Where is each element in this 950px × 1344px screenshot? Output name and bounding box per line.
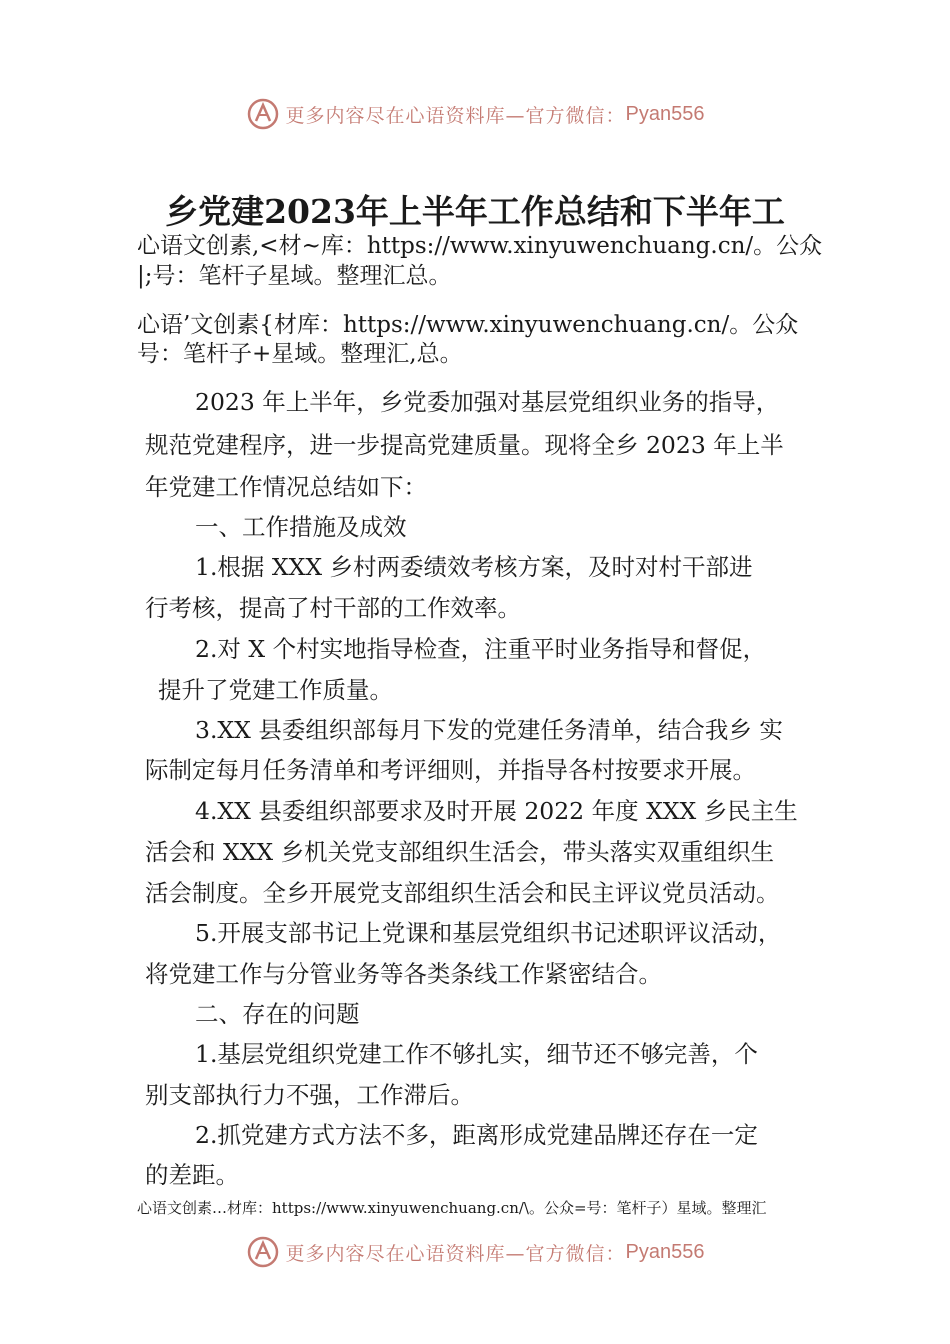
paragraph-line: 年党建工作情况总结如下： bbox=[145, 473, 427, 501]
paragraph-line: 3.XX 县委组织部每月下发的党建任务清单，结合我乡 实 bbox=[195, 716, 783, 744]
logo-icon bbox=[246, 97, 280, 131]
watermark-line: 心语’文创素{材库：https://www.xinyuwenchuang.cn/。公众 bbox=[137, 312, 799, 338]
banner-wechat-id: Pyan556 bbox=[625, 1240, 705, 1263]
paragraph-line: 活会制度。全乡开展党支部组织生活会和民主评议党员活动。 bbox=[145, 879, 780, 907]
paragraph-line: 将党建工作与分管业务等各类条线工作紧密结合。 bbox=[145, 960, 662, 988]
paragraph-line: 的差距。 bbox=[145, 1161, 239, 1189]
paragraph-line: 2.对 X 个村实地指导检查，注重平时业务指导和督促， bbox=[195, 635, 767, 663]
watermark-line: 心语文创素,<材~库：https://www.xinyuwenchuang.cn/。公众 bbox=[137, 233, 823, 259]
watermark-line: 号：笔杆子+星域。整理汇,总。 bbox=[137, 341, 463, 367]
paragraph-line: 行考核，提高了村干部的工作效率。 bbox=[145, 594, 521, 622]
paragraph-line: 提升了党建工作质量。 bbox=[158, 676, 393, 704]
paragraph-line: 1.基层党组织党建工作不够扎实，细节还不够完善，个 bbox=[195, 1040, 758, 1068]
paragraph-line: 2023 年上半年，乡党委加强对基层党组织业务的指导， bbox=[195, 388, 780, 416]
footer-banner bbox=[0, 1232, 950, 1272]
footer-watermark: 心语文创素…材库：https://www.xinyuwenchuang.cn/\。公众=号：笔杆子）星域。整理汇 bbox=[137, 1199, 767, 1217]
watermark-line: |;号：笔杆子星域。整理汇总。 bbox=[137, 263, 452, 289]
logo-icon bbox=[246, 1235, 280, 1269]
section-heading: 二、存在的问题 bbox=[195, 1000, 360, 1028]
paragraph-line: 规范党建程序，进一步提高党建质量。现将全乡 2023 年上半 bbox=[145, 431, 784, 459]
document-title: 乡党建2023年上半年工作总结和下半年工 bbox=[165, 192, 785, 231]
header-banner bbox=[0, 94, 950, 134]
banner-text: 更多内容尽在心语资料库—官方微信： bbox=[285, 104, 626, 127]
paragraph-line: 5.开展支部书记上党课和基层党组织书记述职评议活动， bbox=[195, 919, 782, 947]
paragraph-line: 1.根据 XXX 乡村两委绩效考核方案，及时对村干部进 bbox=[195, 553, 753, 581]
paragraph-line: 别支部执行力不强，工作滞后。 bbox=[145, 1081, 474, 1109]
paragraph-line: 际制定每月任务清单和考评细则，并指导各村按要求开展。 bbox=[145, 756, 756, 784]
paragraph-line: 4.XX 县委组织部要求及时开展 2022 年度 XXX 乡民主生 bbox=[195, 797, 798, 825]
paragraph-line: 活会和 XXX 乡机关党支部组织生活会，带头落实双重组织生 bbox=[145, 838, 775, 866]
banner-text: 更多内容尽在心语资料库—官方微信： bbox=[285, 1242, 626, 1265]
section-heading: 一、工作措施及成效 bbox=[195, 513, 407, 541]
paragraph-line: 2.抓党建方式方法不多，距离形成党建品牌还存在一定 bbox=[195, 1121, 758, 1149]
banner-wechat-id: Pyan556 bbox=[625, 102, 705, 125]
